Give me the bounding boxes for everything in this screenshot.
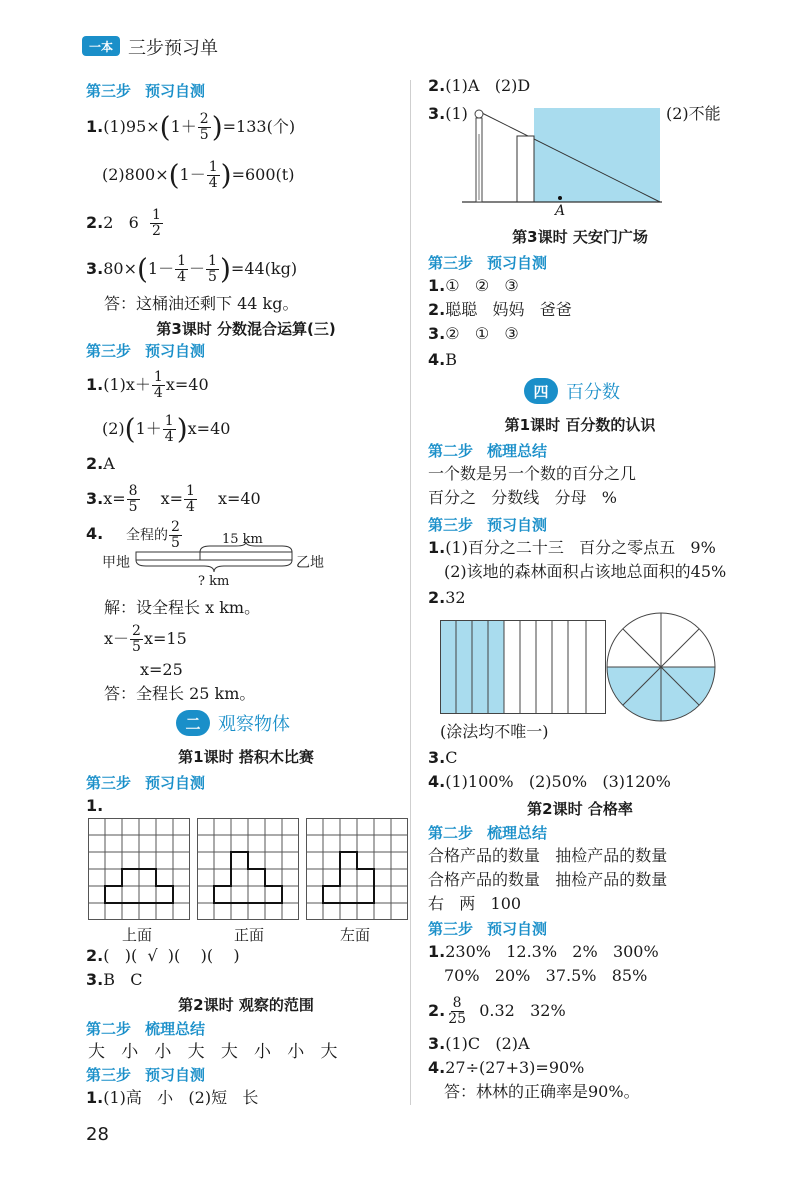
shadow-diagram [462, 104, 662, 208]
answer-line: (2)该地的森林面积占该地总面积的45% [444, 562, 727, 581]
answer-line: 4.(1)100% (2)50% (3)120% [428, 772, 671, 791]
answer-line: 2.32 [428, 588, 466, 607]
unit-heading: 二 观察物体 [176, 710, 290, 736]
step-heading: 第三步 预习自测 [86, 1066, 206, 1084]
grid-front-view [197, 818, 299, 920]
answer-line: 70% 20% 37.5% 85% [444, 966, 648, 985]
answer-line: 右 两 100 [428, 894, 522, 913]
answer-line: (2)800×(1－ $\frac{1}{4}$ )=600(t) [102, 158, 295, 192]
grid-caption: 上面 [122, 926, 153, 944]
answer-line: 3.② ① ③ [428, 324, 519, 343]
answer-line: 答：全程长 25 km。 [104, 684, 256, 703]
grid-top-view [88, 818, 190, 920]
answer-line: 2.聪聪 妈妈 爸爸 [428, 300, 572, 319]
step-heading: 第三步 预习自测 [428, 920, 548, 938]
brand-logo: 一本 [82, 36, 120, 56]
step-heading: 第二步 梳理总结 [86, 1020, 206, 1038]
answer-line: 答：这桶油还剩下 44 kg。 [104, 294, 299, 313]
step-heading: 第三步 预习自测 [86, 342, 206, 360]
diagram-label: ? km [198, 574, 230, 589]
answer-number: 4. [86, 524, 104, 543]
answer-line: x－ $\frac{2}{5}$ x=15 [104, 623, 187, 655]
grid-left-view [306, 818, 408, 920]
answer-line: 3.B C [86, 970, 143, 989]
header-title: 三步预习单 [128, 38, 218, 59]
answer-line: 1.① ② ③ [428, 276, 519, 295]
lesson-title: 第3课时 分数混合运算(三) [156, 320, 336, 338]
lesson-title: 第2课时 合格率 [527, 800, 633, 818]
column-divider [410, 80, 411, 1105]
shaded-circle [606, 612, 716, 722]
answer-line: 2.(1)A (2)D [428, 76, 531, 95]
diagram-label: 15 km [222, 532, 263, 547]
step-heading: 第二步 梳理总结 [428, 824, 548, 842]
diagram-label: 甲地 [102, 555, 130, 571]
grid-caption: 正面 [234, 926, 265, 944]
lesson-title: 第3课时 天安门广场 [512, 228, 648, 246]
step-heading: 第三步 预习自测 [428, 516, 548, 534]
answer-line: 3.80×(1－ $\frac{1}{4}$ － $\frac{1}{5}$ )=44(kg) [86, 252, 298, 286]
answer-line: 4.B [428, 350, 457, 369]
answer-line: 一个数是另一个数的百分之几 [428, 464, 637, 483]
shaded-rectangle [440, 620, 606, 714]
page-number: 28 [86, 1124, 109, 1145]
lesson-title: 第1课时 搭积木比赛 [178, 748, 314, 766]
answer-line: x=25 [140, 660, 183, 679]
answer-line: 2.2 6 $\frac{1}{2}$ [86, 207, 161, 239]
answer-line: 合格产品的数量 抽检产品的数量 [428, 846, 668, 865]
answer-line: 1.(1)95×(1＋ $\frac{2}{5}$ )=133(个) [86, 110, 296, 144]
answer-line: 4.27÷(27+3)=90% [428, 1058, 585, 1077]
lesson-title: 第2课时 观察的范围 [178, 996, 314, 1014]
answer-line: 3.x= $\frac{8}{5}$ x= $\frac{1}{4}$ x=40 [86, 483, 261, 515]
answer-line: 2. $\frac{8}{25}$ 0.32 32% [428, 995, 566, 1027]
answer-line: 2.A [86, 454, 115, 473]
answer-line: 1. [86, 796, 104, 815]
answer-line: 3.(1) [428, 104, 468, 123]
answer-line: 3.C [428, 748, 458, 767]
answer-line: 大 小 小 大 大 小 小 大 [88, 1042, 338, 1062]
answer-line: 2.( )( √ )( )( ) [86, 946, 240, 965]
answer-line: 解：设全程长 x km。 [104, 598, 261, 617]
answer-line: 1.230% 12.3% 2% 300% [428, 942, 659, 961]
point-label: A [555, 203, 566, 219]
diagram-label: 乙地 [296, 555, 324, 571]
answer-line: 1.(1)百分之二十三 百分之零点五 9% [428, 538, 716, 557]
answer-line: 3.(1)C (2)A [428, 1034, 530, 1053]
answer-line: 1.(1)x＋ $\frac{1}{4}$ x=40 [86, 369, 209, 401]
unit-badge: 四 [524, 378, 558, 404]
view-grids [88, 818, 408, 920]
step-heading: 第三步 预习自测 [428, 254, 548, 272]
lesson-title: 第1课时 百分数的认识 [504, 416, 656, 434]
line-segment-diagram [130, 542, 300, 576]
step-heading: 第二步 梳理总结 [428, 442, 548, 460]
step-heading: 第三步 预习自测 [86, 774, 206, 792]
answer-line: (2)(1＋ $\frac{1}{4}$ )x=40 [102, 412, 231, 446]
grid-caption: 左面 [340, 926, 371, 944]
answer-line: 百分之 分数线 分母 % [428, 488, 617, 507]
unit-badge: 二 [176, 710, 210, 736]
answer-line: (涂法均不唯一) [440, 722, 549, 741]
answer-line: 合格产品的数量 抽检产品的数量 [428, 870, 668, 889]
unit-heading: 四 百分数 [524, 378, 620, 404]
answer-line: 答：林林的正确率是90%。 [444, 1082, 640, 1101]
diagram-label: 全程的 $\frac{2}{5}$ [126, 519, 180, 551]
answer-line: (2)不能 [666, 104, 721, 123]
answer-line: 1.(1)高 小 (2)短 长 [86, 1088, 259, 1107]
step-heading: 第三步 预习自测 [86, 82, 206, 100]
